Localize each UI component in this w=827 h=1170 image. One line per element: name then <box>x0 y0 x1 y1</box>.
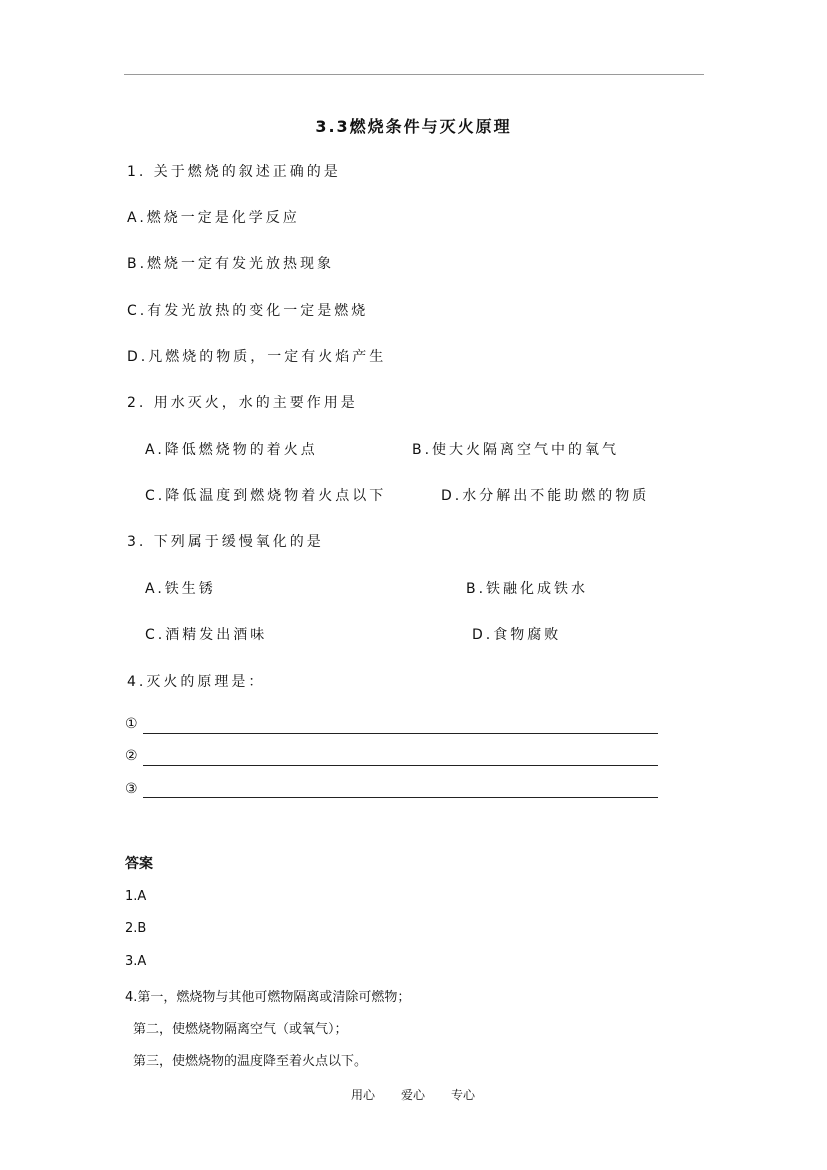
answers-heading: 答案 <box>125 856 153 872</box>
answer-4-line-1: 4.第一，燃烧物与其他可燃物隔离或清除可燃物； <box>125 990 411 1005</box>
question-1-option-a: A.燃烧一定是化学反应 <box>127 210 300 226</box>
answer-1: 1.A <box>125 889 147 904</box>
blank-marker-3: ③ <box>125 781 138 797</box>
question-3-stem: 3. 下列属于缓慢氧化的是 <box>127 534 324 550</box>
question-2-option-c: C.降低温度到燃烧物着火点以下 <box>145 488 387 504</box>
question-1-option-d: D.凡燃烧的物质，一定有火焰产生 <box>127 349 387 365</box>
question-1-stem: 1. 关于燃烧的叙述正确的是 <box>127 164 341 180</box>
answer-2: 2.B <box>125 921 147 936</box>
blank-marker-1: ① <box>125 716 138 732</box>
question-3-option-d: D.食物腐败 <box>472 627 562 643</box>
question-2-stem: 2. 用水灭火，水的主要作用是 <box>127 395 358 411</box>
footer-item-3: 专心 <box>451 1088 476 1102</box>
question-4-stem: 4.灭火的原理是： <box>127 674 266 690</box>
footer-item-2: 爱心 <box>401 1088 426 1102</box>
footer-item-1: 用心 <box>351 1088 376 1102</box>
question-2-option-b: B.使大火隔离空气中的氧气 <box>412 442 620 458</box>
answer-blank-2[interactable] <box>143 765 658 766</box>
answer-blank-1[interactable] <box>143 733 658 734</box>
answer-3: 3.A <box>125 954 147 969</box>
question-2-option-a: A.降低燃烧物的着火点 <box>145 442 318 458</box>
question-2-option-d: D.水分解出不能助燃的物质 <box>441 488 650 504</box>
question-3-option-b: B.铁融化成铁水 <box>466 581 589 597</box>
page-title: 3.3燃烧条件与灭火原理 <box>315 117 512 136</box>
answer-blank-3[interactable] <box>143 797 658 798</box>
blank-marker-2: ② <box>125 748 138 764</box>
question-3-option-a: A.铁生锈 <box>145 581 216 597</box>
question-3-option-c: C.酒精发出酒味 <box>145 627 268 643</box>
question-1-option-b: B.燃烧一定有发光放热现象 <box>127 256 335 272</box>
answer-4-line-3: 第三，使燃烧物的温度降至着火点以下。 <box>133 1054 368 1069</box>
header-rule <box>124 74 704 75</box>
question-1-option-c: C.有发光放热的变化一定是燃烧 <box>127 303 369 319</box>
answer-4-line-2: 第二，使燃烧物隔离空气（或氧气）； <box>133 1022 348 1037</box>
